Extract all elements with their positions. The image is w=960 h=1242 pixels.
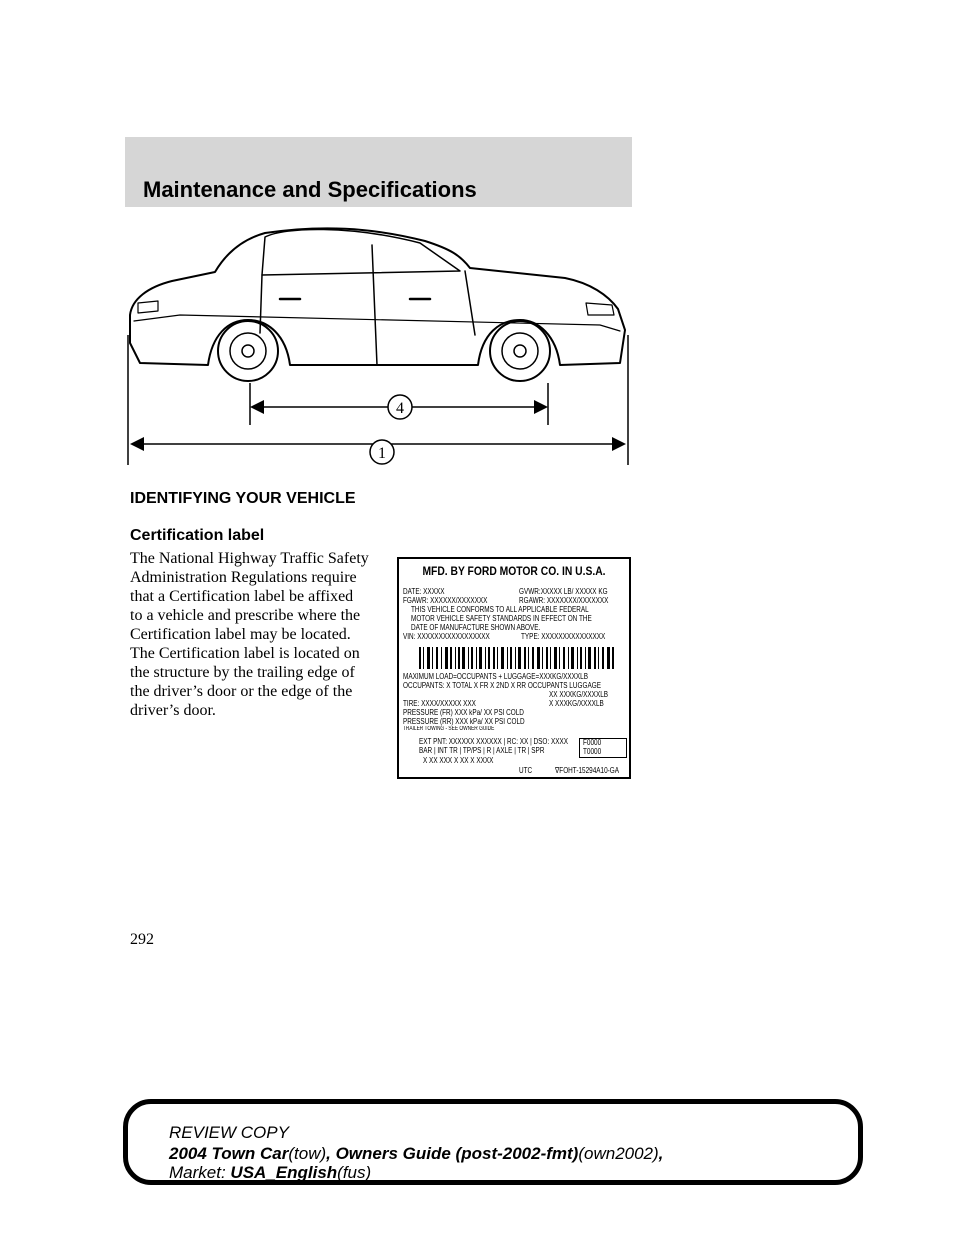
section-header — [125, 137, 632, 207]
label-max-load: MAXIMUM LOAD=OCCUPANTS + LUGGAGE=XXXKG/XXXXLB — [403, 672, 588, 681]
body-line: The Certification label is located on — [130, 645, 360, 662]
section-title: Maintenance and Specifications — [143, 177, 477, 202]
review-market-line — [169, 1163, 371, 1183]
body-line: driver’s door. — [130, 702, 216, 719]
model-code: (tow) — [288, 1144, 327, 1163]
body-line: Certification label may be located. — [130, 626, 351, 643]
label-trailer: TRAILER TOWING - SEE OWNER GUIDE — [403, 726, 495, 732]
label-rgawr: RGAWR: XXXXXXX/XXXXXXX — [519, 596, 609, 605]
label-utc: UTC — [519, 766, 533, 775]
body-line: The National Highway Traffic Safety — [130, 550, 369, 567]
label-vin: VIN: XXXXXXXXXXXXXXXXX — [403, 632, 490, 641]
label-conform-2: MOTOR VEHICLE SAFETY STANDARDS IN EFFECT ON THE — [411, 614, 592, 623]
certification-label-illustration — [397, 557, 631, 779]
front-wheel — [490, 321, 550, 381]
callout-4: 4 — [396, 400, 404, 417]
callout-1: 1 — [378, 445, 386, 462]
section-heading: IDENTIFYING YOUR VEHICLE — [130, 490, 356, 507]
body-line: that a Certification label be affixed — [130, 588, 354, 605]
label-column-values: X XX XXX X XX X XXXX — [423, 756, 494, 765]
review-copy-footer — [123, 1099, 863, 1185]
label-occupant-values-1: XX XXXKG/XXXXLB — [549, 690, 609, 699]
label-pressure-front: PRESSURE (FR) XXX kPa/ XX PSI COLD — [403, 708, 524, 717]
label-date: DATE: XXXXX — [403, 587, 445, 596]
body-line: the structure by the trailing edge of — [130, 664, 355, 681]
label-art-code: ∇FOHT-15294A10-GA — [555, 766, 620, 775]
label-conform-3: DATE OF MANUFACTURE SHOWN ABOVE. — [411, 623, 541, 632]
label-type: TYPE: XXXXXXXXXXXXXXX — [521, 632, 606, 641]
market-code: (fus) — [337, 1163, 372, 1182]
review-copy-label: REVIEW COPY — [169, 1123, 289, 1142]
review-model-line: 2004 Town Car(tow), Owners Guide (post-2002-fmt)(own2002), — [169, 1144, 664, 1163]
label-conform-1: THIS VEHICLE CONFORMS TO ALL APPLICABLE FEDERAL — [411, 605, 589, 614]
label-tire: TIRE: XXXX/XXXXX XXX — [403, 699, 476, 708]
vin-barcode — [419, 647, 615, 669]
car-body-outline — [130, 228, 625, 365]
vehicle-side-view-diagram — [120, 215, 640, 470]
label-occupants: OCCUPANTS: X TOTAL X FR X 2ND X RR OCCUPANTS LUGGAGE — [403, 681, 601, 690]
body-line: Administration Regulations require — [130, 569, 357, 586]
subsection-heading: Certification label — [130, 527, 265, 544]
label-code-1: F0000 — [583, 738, 602, 747]
body-line: the driver’s door or the edge of the — [130, 683, 353, 700]
guide-code: (own2002) — [578, 1144, 659, 1163]
page-number: 292 — [130, 931, 154, 948]
rear-wheel — [218, 321, 278, 381]
model-name: 2004 Town Car — [169, 1144, 289, 1163]
car-roof-window — [262, 229, 460, 275]
body-line: to a vehicle and prescribe where the — [130, 607, 361, 624]
label-columns: BAR | INT TR | TP/PS | R | AXLE | TR | SPR — [419, 746, 545, 755]
guide-name: , Owners Guide (post-2002-fmt) — [326, 1144, 579, 1163]
label-fgawr: FGAWR: XXXXXX/XXXXXXX — [403, 596, 488, 605]
label-heading: MFD. BY FORD MOTOR CO. IN U.S.A. — [422, 564, 606, 578]
label-occupant-values-2: X XXXKG/XXXXLB — [549, 699, 604, 708]
label-code-2: T0000 — [583, 747, 602, 756]
market-name: USA_English — [230, 1163, 338, 1182]
label-pressure-rear: PRESSURE (RR) XXX kPa/ XX PSI COLD — [403, 717, 525, 726]
label-ext-paint: EXT PNT: XXXXXX XXXXXX | RC: XX | DSO: XXXX — [419, 737, 569, 746]
label-gvwr: GVWR:XXXXX LB/ XXXXX KG — [519, 587, 608, 596]
body-paragraph — [130, 549, 380, 720]
market-label: Market: — [169, 1163, 226, 1182]
